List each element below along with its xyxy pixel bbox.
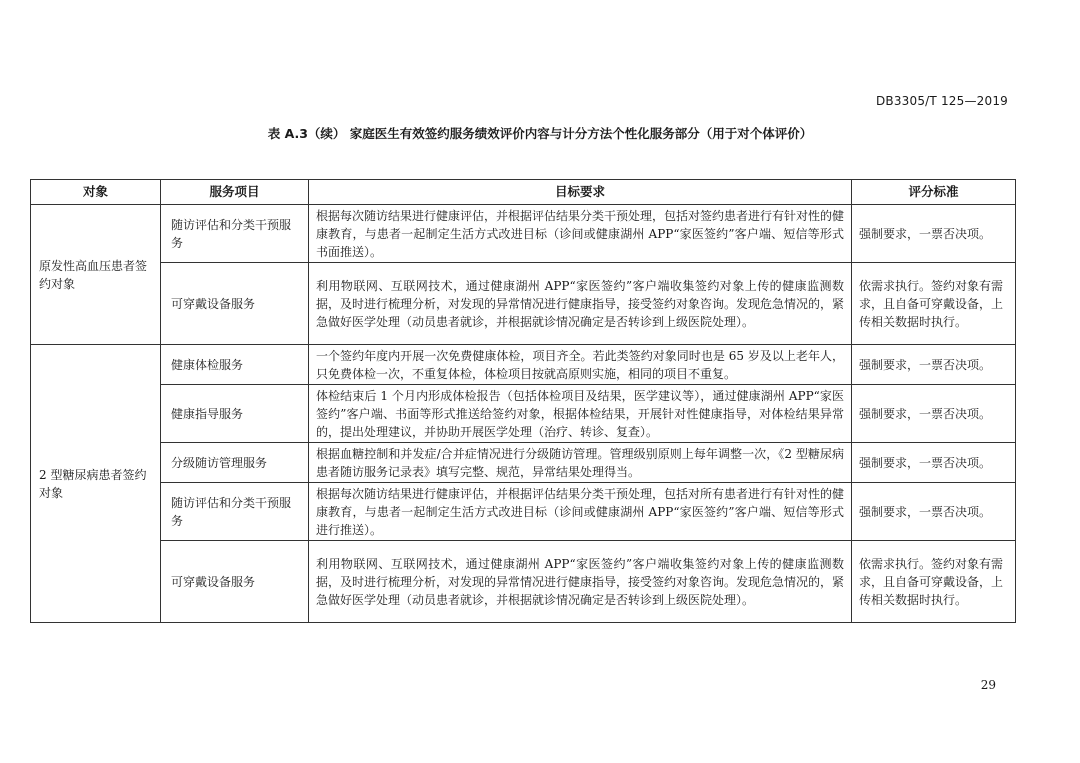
table-row bbox=[31, 345, 1016, 385]
scoring-cell: 依需求执行。签约对象有需求，且自备可穿戴设备，上传相关数据时执行。 bbox=[852, 541, 1016, 623]
table-row bbox=[31, 541, 1016, 623]
column-header-object: 对象 bbox=[31, 180, 161, 205]
service-item-cell: 随访评估和分类干预服务 bbox=[161, 483, 309, 541]
table-row bbox=[31, 263, 1016, 345]
table-header-row bbox=[31, 180, 1016, 205]
table-row bbox=[31, 483, 1016, 541]
service-item-cell: 随访评估和分类干预服务 bbox=[161, 205, 309, 263]
table-row bbox=[31, 385, 1016, 443]
requirement-cell: 根据血糖控制和并发症/合并症情况进行分级随访管理。管理级别原则上每年调整一次，《2 型糖尿病患者随访服务记录表》填写完整、规范，异常结果处理得当。 bbox=[309, 443, 852, 483]
column-header-service-item: 服务项目 bbox=[161, 180, 309, 205]
scoring-cell: 强制要求，一票否决项。 bbox=[852, 205, 1016, 263]
table-row bbox=[31, 443, 1016, 483]
column-header-target-requirement: 目标要求 bbox=[309, 180, 852, 205]
service-item-cell: 健康指导服务 bbox=[161, 385, 309, 443]
object-cell: 2 型糖尿病患者签约对象 bbox=[31, 345, 161, 623]
page-number: 29 bbox=[980, 678, 996, 692]
table-title: 表 A.3（续） 家庭医生有效签约服务绩效评价内容与计分方法个性化服务部分（用于对个体评价） bbox=[267, 126, 813, 141]
scoring-cell: 强制要求，一票否决项。 bbox=[852, 345, 1016, 385]
evaluation-table bbox=[30, 179, 1016, 623]
requirement-cell: 利用物联网、互联网技术，通过健康湖州 APP“家医签约”客户端收集签约对象上传的健康监测数据，及时进行梳理分析，对发现的异常情况进行健康指导，接受签约对象咨询。发现危急情况的，紧急做好医学处理（动员患者就诊，并根据就诊情况确定是否转诊到上级医院处理）。 bbox=[309, 263, 852, 345]
object-cell: 原发性高血压患者签约对象 bbox=[31, 205, 161, 345]
requirement-cell: 根据每次随访结果进行健康评估，并根据评估结果分类干预处理，包括对签约患者进行有针对性的健康教育，与患者一起制定生活方式改进目标（诊间或健康湖州 APP“家医签约”客户端、短信等形式书面推送）。 bbox=[309, 205, 852, 263]
requirement-cell: 一个签约年度内开展一次免费健康体检，项目齐全。若此类签约对象同时也是 65 岁及以上老年人，只免费体检一次，不重复体检，体检项目按就高原则实施，相同的项目不重复。 bbox=[309, 345, 852, 385]
requirement-cell: 根据每次随访结果进行健康评估，并根据评估结果分类干预处理，包括对所有患者进行有针对性的健康教育，与患者一起制定生活方式改进目标（诊间或健康湖州 APP“家医签约”客户端、短信等形式进行推送）。 bbox=[309, 483, 852, 541]
service-item-cell: 可穿戴设备服务 bbox=[161, 541, 309, 623]
service-item-cell: 可穿戴设备服务 bbox=[161, 263, 309, 345]
table-row bbox=[31, 205, 1016, 263]
scoring-cell: 强制要求，一票否决项。 bbox=[852, 385, 1016, 443]
scoring-cell: 强制要求，一票否决项。 bbox=[852, 443, 1016, 483]
requirement-cell: 体检结束后 1 个月内形成体检报告（包括体检项目及结果，医学建议等），通过健康湖州 APP“家医签约”客户端、书面等形式推送给签约对象，根据体检结果，开展针对性健康指导，对体检结果异常的，提出处理建议，并协助开展医学处理（治疗、转诊、复查）。 bbox=[309, 385, 852, 443]
scoring-cell: 依需求执行。签约对象有需求，且自备可穿戴设备，上传相关数据时执行。 bbox=[852, 263, 1016, 345]
scoring-cell: 强制要求，一票否决项。 bbox=[852, 483, 1016, 541]
service-item-cell: 分级随访管理服务 bbox=[161, 443, 309, 483]
column-header-scoring-standard: 评分标准 bbox=[852, 180, 1016, 205]
document-code: DB3305/T 125—2019 bbox=[875, 94, 1008, 108]
requirement-cell: 利用物联网、互联网技术，通过健康湖州 APP“家医签约”客户端收集签约对象上传的健康监测数据，及时进行梳理分析，对发现的异常情况进行健康指导，接受签约对象咨询。发现危急情况的，紧急做好医学处理（动员患者就诊，并根据就诊情况确定是否转诊到上级医院处理）。 bbox=[309, 541, 852, 623]
service-item-cell: 健康体检服务 bbox=[161, 345, 309, 385]
